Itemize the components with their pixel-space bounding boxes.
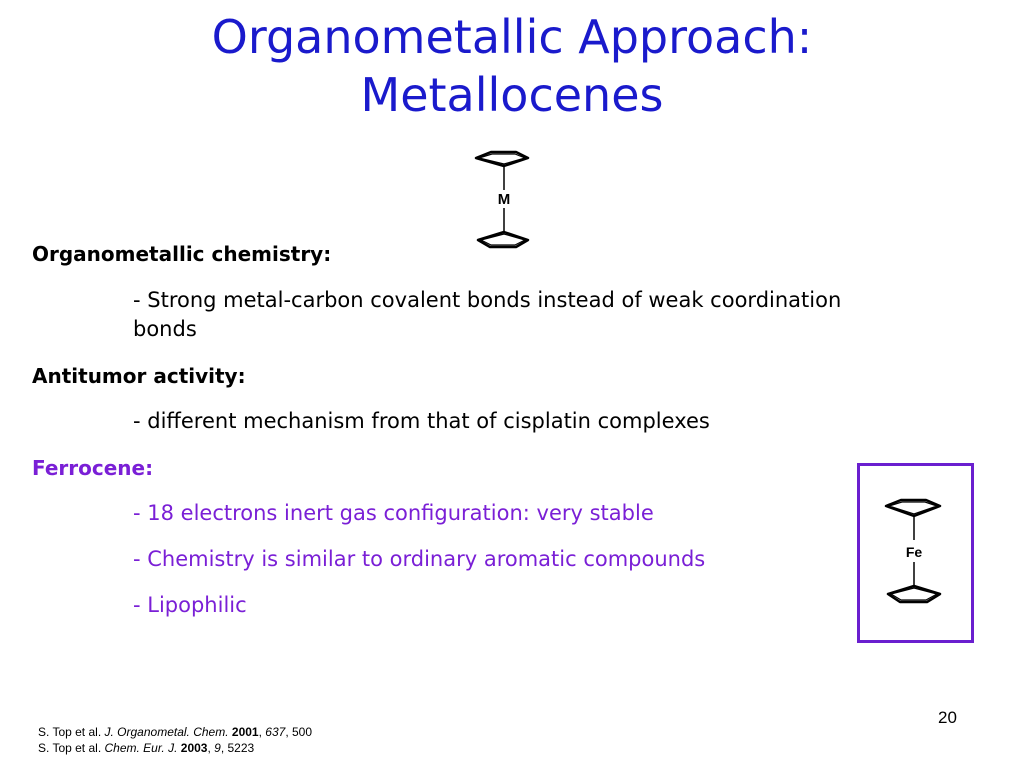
bottom-cyclopentadienyl-ring — [478, 232, 528, 247]
reference-1 — [38, 724, 312, 740]
ferrocene-bottom-ring — [888, 586, 940, 602]
reference-2 — [38, 740, 312, 756]
metallocene-structure — [468, 146, 538, 252]
reference-1-volume: 637 — [265, 725, 286, 739]
ferrocene-top-ring — [886, 500, 940, 516]
metal-label-fe: Fe — [905, 544, 923, 560]
reference-1-pages: , 500 — [285, 725, 313, 739]
reference-2-separator-2: , — [207, 741, 215, 755]
bullet-different-mechanism: - different mechanism from that of cisplatin complexes — [133, 409, 710, 433]
reference-2-volume: 9 — [214, 741, 221, 755]
references — [38, 724, 312, 756]
reference-2-pages: , 5223 — [220, 741, 255, 755]
reference-1-authors: S. Top et al. — [38, 725, 105, 739]
reference-1-separator-2: , — [258, 725, 266, 739]
metal-label-m: M — [497, 191, 511, 208]
page-number: 20 — [938, 708, 957, 727]
heading-antitumor-activity: Antitumor activity: — [32, 364, 246, 388]
bullet-covalent-bonds-line2: bonds — [133, 317, 197, 341]
bullet-lipophilic: - Lipophilic — [133, 593, 247, 617]
slide-title-line-1: Organometallic Approach: — [211, 10, 813, 64]
slide-title — [0, 8, 1024, 124]
reference-1-year: 2001 — [231, 725, 259, 739]
top-cyclopentadienyl-ring — [476, 152, 528, 166]
bullet-18-electrons: - 18 electrons inert gas configuration: very stable — [133, 501, 654, 525]
heading-organometallic-chemistry: Organometallic chemistry: — [32, 242, 332, 266]
bullet-covalent-bonds-line1: - Strong metal-carbon covalent bonds instead of weak coordination — [133, 288, 842, 312]
heading-ferrocene: Ferrocene: — [32, 456, 154, 480]
reference-1-journal: J. Organometal. Chem. — [104, 725, 229, 739]
reference-2-journal: Chem. Eur. J. — [104, 741, 178, 755]
slide-title-line-2: Metallocenes — [360, 68, 664, 122]
reference-2-year: 2003 — [180, 741, 208, 755]
ferrocene-structure — [878, 494, 948, 606]
reference-2-authors: S. Top et al. — [38, 741, 105, 755]
bullet-aromatic-chemistry: - Chemistry is similar to ordinary aromatic compounds — [133, 547, 706, 571]
